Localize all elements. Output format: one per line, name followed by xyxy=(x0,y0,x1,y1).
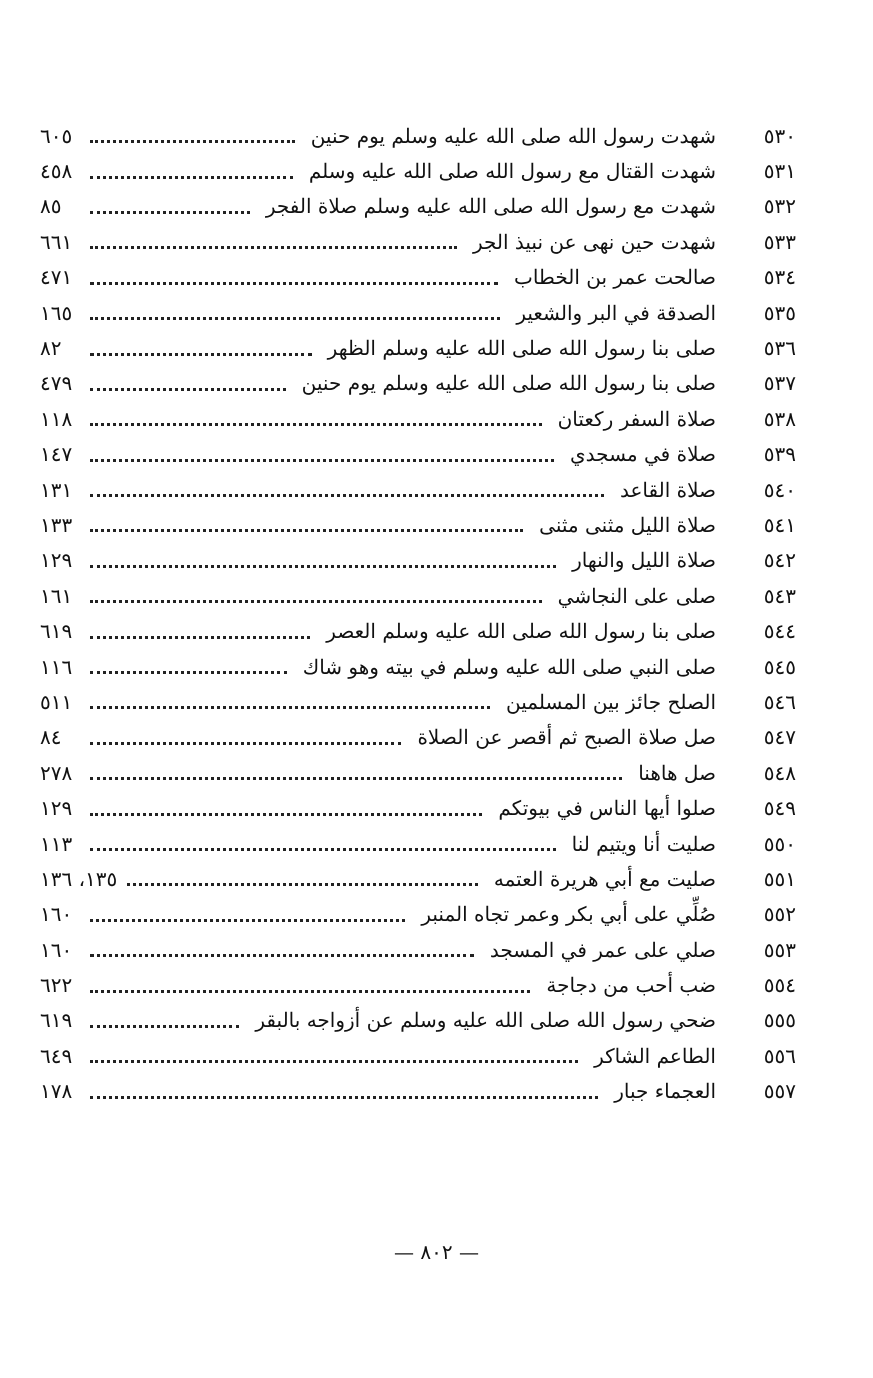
entry-text: ضحي رسول الله صلى الله عليه وسلم عن أزواجه بالبقر xyxy=(255,1008,716,1033)
entry-number: ٥٥١ xyxy=(763,866,796,891)
entry-number: ٥٤١ xyxy=(763,512,796,537)
entry-number: ٥٤٩ xyxy=(763,796,796,821)
entry-text: شهدت القتال مع رسول الله صلى الله عليه وسلم xyxy=(308,159,716,184)
index-entry xyxy=(40,295,796,330)
entry-number: ٥٣٢ xyxy=(763,194,796,219)
index-entry xyxy=(40,1003,796,1038)
dot-leader xyxy=(90,828,556,851)
entry-page-ref: ١١٨ xyxy=(40,406,73,431)
dot-leader xyxy=(90,191,250,214)
dot-leader xyxy=(90,1040,578,1063)
entry-page-ref: ١٤٧ xyxy=(40,442,73,467)
entry-text: صل هاهنا xyxy=(638,760,716,785)
index-entry xyxy=(40,684,796,719)
dot-leader xyxy=(90,970,530,993)
dot-leader xyxy=(90,403,542,426)
entry-text: صلاة الليل والنهار xyxy=(572,548,716,573)
entry-page-ref: ١٢٩ xyxy=(40,548,73,573)
index-entry xyxy=(40,932,796,967)
entry-text: الصلح جائز بين المسلمين xyxy=(506,689,716,714)
dot-leader xyxy=(90,120,295,143)
index-entry xyxy=(40,755,796,790)
entry-text: ضب أحب من دجاجة xyxy=(546,973,716,998)
entry-number: ٥٥٥ xyxy=(763,1008,796,1033)
entry-page-ref: ٥١١ xyxy=(40,689,73,714)
entry-text: صلاة القاعد xyxy=(619,477,716,502)
entry-number: ٥٥٢ xyxy=(763,902,796,927)
dot-leader xyxy=(90,651,287,674)
dot-leader xyxy=(90,934,474,957)
dot-leader xyxy=(90,474,604,497)
entry-text: صلى بنا رسول الله صلى الله عليه وسلم الظهر xyxy=(327,336,716,361)
dot-leader xyxy=(90,297,500,320)
entry-page-ref: ٦٦١ xyxy=(40,229,73,254)
entry-number: ٥٤٠ xyxy=(763,477,796,502)
index-entry xyxy=(40,578,796,613)
entry-text: صلى على النجاشي xyxy=(557,583,716,608)
entry-page-ref: ٨٢ xyxy=(40,336,62,361)
entry-number: ٥٤٥ xyxy=(763,654,796,679)
entry-text: صالحت عمر بن الخطاب xyxy=(513,265,716,290)
entry-number: ٥٥٧ xyxy=(763,1079,796,1104)
dot-leader xyxy=(90,226,457,249)
index-entry xyxy=(40,401,796,436)
entry-page-ref: ٤٥٨ xyxy=(40,159,73,184)
entry-text: صلى النبي صلى الله عليه وسلم في بيته وهو شاك xyxy=(302,654,716,679)
entry-number: ٥٣٨ xyxy=(763,406,796,431)
entry-text: الصدقة في البر والشعير xyxy=(516,300,716,325)
entry-text: صلى بنا رسول الله صلى الله عليه وسلم يوم حنين xyxy=(301,371,716,396)
index-entry xyxy=(40,260,796,295)
entry-text: صل صلاة الصبح ثم أقصر عن الصلاة xyxy=(417,725,716,750)
entry-page-ref: ١١٦ xyxy=(40,654,73,679)
entry-page-ref: ١١٣ xyxy=(40,831,73,856)
entry-page-ref: ٦١٩ xyxy=(40,1008,73,1033)
index-entry xyxy=(40,543,796,578)
entry-number: ٥٤٢ xyxy=(763,548,796,573)
entry-page-ref: ١٣٣ xyxy=(40,512,73,537)
dot-leader xyxy=(90,616,310,639)
entry-text: شهدت مع رسول الله صلى الله عليه وسلم صلاة الفجر xyxy=(265,194,716,219)
entry-page-ref: ٦٠٥ xyxy=(40,123,73,148)
entry-number: ٥٥٣ xyxy=(763,937,796,962)
entry-page-ref: ١٦١ xyxy=(40,583,73,608)
entry-text: العجماء جبار xyxy=(614,1079,716,1104)
dot-leader xyxy=(90,333,312,356)
entry-number: ٥٤٨ xyxy=(763,760,796,785)
entry-number: ٥٣٧ xyxy=(763,371,796,396)
index-entry xyxy=(40,967,796,1002)
entry-text: صلاة في مسجدي xyxy=(570,442,716,467)
index-entry xyxy=(40,118,796,153)
dot-leader xyxy=(90,509,523,532)
index-entry xyxy=(40,649,796,684)
dot-leader xyxy=(90,1076,598,1099)
dot-leader xyxy=(90,757,622,780)
index-list xyxy=(40,118,796,1109)
dot-leader xyxy=(90,368,286,391)
entry-number: ٥٣١ xyxy=(763,159,796,184)
entry-page-ref: ١٦٠ xyxy=(40,902,73,927)
dot-leader xyxy=(90,262,498,285)
index-entry xyxy=(40,507,796,542)
entry-number: ٥٥٤ xyxy=(763,973,796,998)
entry-text: شهدت حين نهى عن نبيذ الجر xyxy=(472,229,716,254)
entry-number: ٥٤٧ xyxy=(763,725,796,750)
entry-text: الطاعم الشاكر xyxy=(594,1043,716,1068)
entry-number: ٥٣٤ xyxy=(763,265,796,290)
dot-leader xyxy=(127,863,478,886)
index-entry xyxy=(40,720,796,755)
entry-page-ref: ٢٧٨ xyxy=(40,760,73,785)
entry-page-ref: ١٧٨ xyxy=(40,1079,73,1104)
dot-leader xyxy=(90,1005,239,1028)
entry-number: ٥٣٩ xyxy=(763,442,796,467)
entry-text: صُلِّي على أبي بكر وعمر تجاه المنبر xyxy=(421,902,716,927)
index-entry xyxy=(40,1038,796,1073)
entry-page-ref: ٤٧٩ xyxy=(40,371,73,396)
page-number: — ٨٠٢ — xyxy=(394,1240,479,1264)
entry-text: صلي على عمر في المسجد xyxy=(489,937,716,962)
entry-number: ٥٣٥ xyxy=(763,300,796,325)
entry-number: ٥٣٠ xyxy=(763,123,796,148)
index-entry xyxy=(40,330,796,365)
dot-leader xyxy=(90,439,554,462)
index-entry xyxy=(40,613,796,648)
dot-leader xyxy=(90,156,293,179)
index-entry xyxy=(40,897,796,932)
entry-text: صلى بنا رسول الله صلى الله عليه وسلم العصر xyxy=(326,619,716,644)
dot-leader xyxy=(90,580,542,603)
dot-leader xyxy=(90,899,405,922)
dot-leader xyxy=(90,686,490,709)
dot-leader xyxy=(90,545,556,568)
entry-text: صليت مع أبي هريرة العتمه xyxy=(493,866,716,891)
index-entry xyxy=(40,790,796,825)
entry-page-ref: ٨٤ xyxy=(40,725,62,750)
entry-number: ٥٣٦ xyxy=(763,336,796,361)
entry-page-ref: ٨٥ xyxy=(40,194,62,219)
entry-text: صلاة الليل مثنى مثنى xyxy=(539,512,716,537)
index-entry xyxy=(40,224,796,259)
entry-number: ٥٥٦ xyxy=(763,1043,796,1068)
entry-page-ref: ٤٧١ xyxy=(40,265,73,290)
index-entry xyxy=(40,437,796,472)
entry-number: ٥٣٣ xyxy=(763,229,796,254)
entry-text: صلاة السفر ركعتان xyxy=(557,406,716,431)
entry-number: ٥٥٠ xyxy=(763,831,796,856)
entry-page-ref: ٦٢٢ xyxy=(40,973,73,998)
entry-number: ٥٤٦ xyxy=(763,689,796,714)
entry-page-ref: ١٣٥، ١٣٦ xyxy=(40,866,118,891)
entry-page-ref: ٦٤٩ xyxy=(40,1043,73,1068)
index-entry xyxy=(40,826,796,861)
dot-leader xyxy=(90,793,482,816)
entry-text: صليت أنا ويتيم لنا xyxy=(571,831,716,856)
index-entry xyxy=(40,153,796,188)
entry-number: ٥٤٣ xyxy=(763,583,796,608)
entry-number: ٥٤٤ xyxy=(763,619,796,644)
index-entry xyxy=(40,1074,796,1109)
index-entry xyxy=(40,472,796,507)
entry-page-ref: ١٦٠ xyxy=(40,937,73,962)
entry-page-ref: ٦١٩ xyxy=(40,619,73,644)
entry-page-ref: ١٦٥ xyxy=(40,300,73,325)
index-entry xyxy=(40,861,796,896)
dot-leader xyxy=(90,722,401,745)
entry-page-ref: ١٢٩ xyxy=(40,796,73,821)
entry-text: صلوا أيها الناس في بيوتكم xyxy=(498,796,716,821)
index-entry xyxy=(40,366,796,401)
entry-text: شهدت رسول الله صلى الله عليه وسلم يوم حنين xyxy=(310,123,716,148)
index-entry xyxy=(40,189,796,224)
entry-page-ref: ١٣١ xyxy=(40,477,73,502)
